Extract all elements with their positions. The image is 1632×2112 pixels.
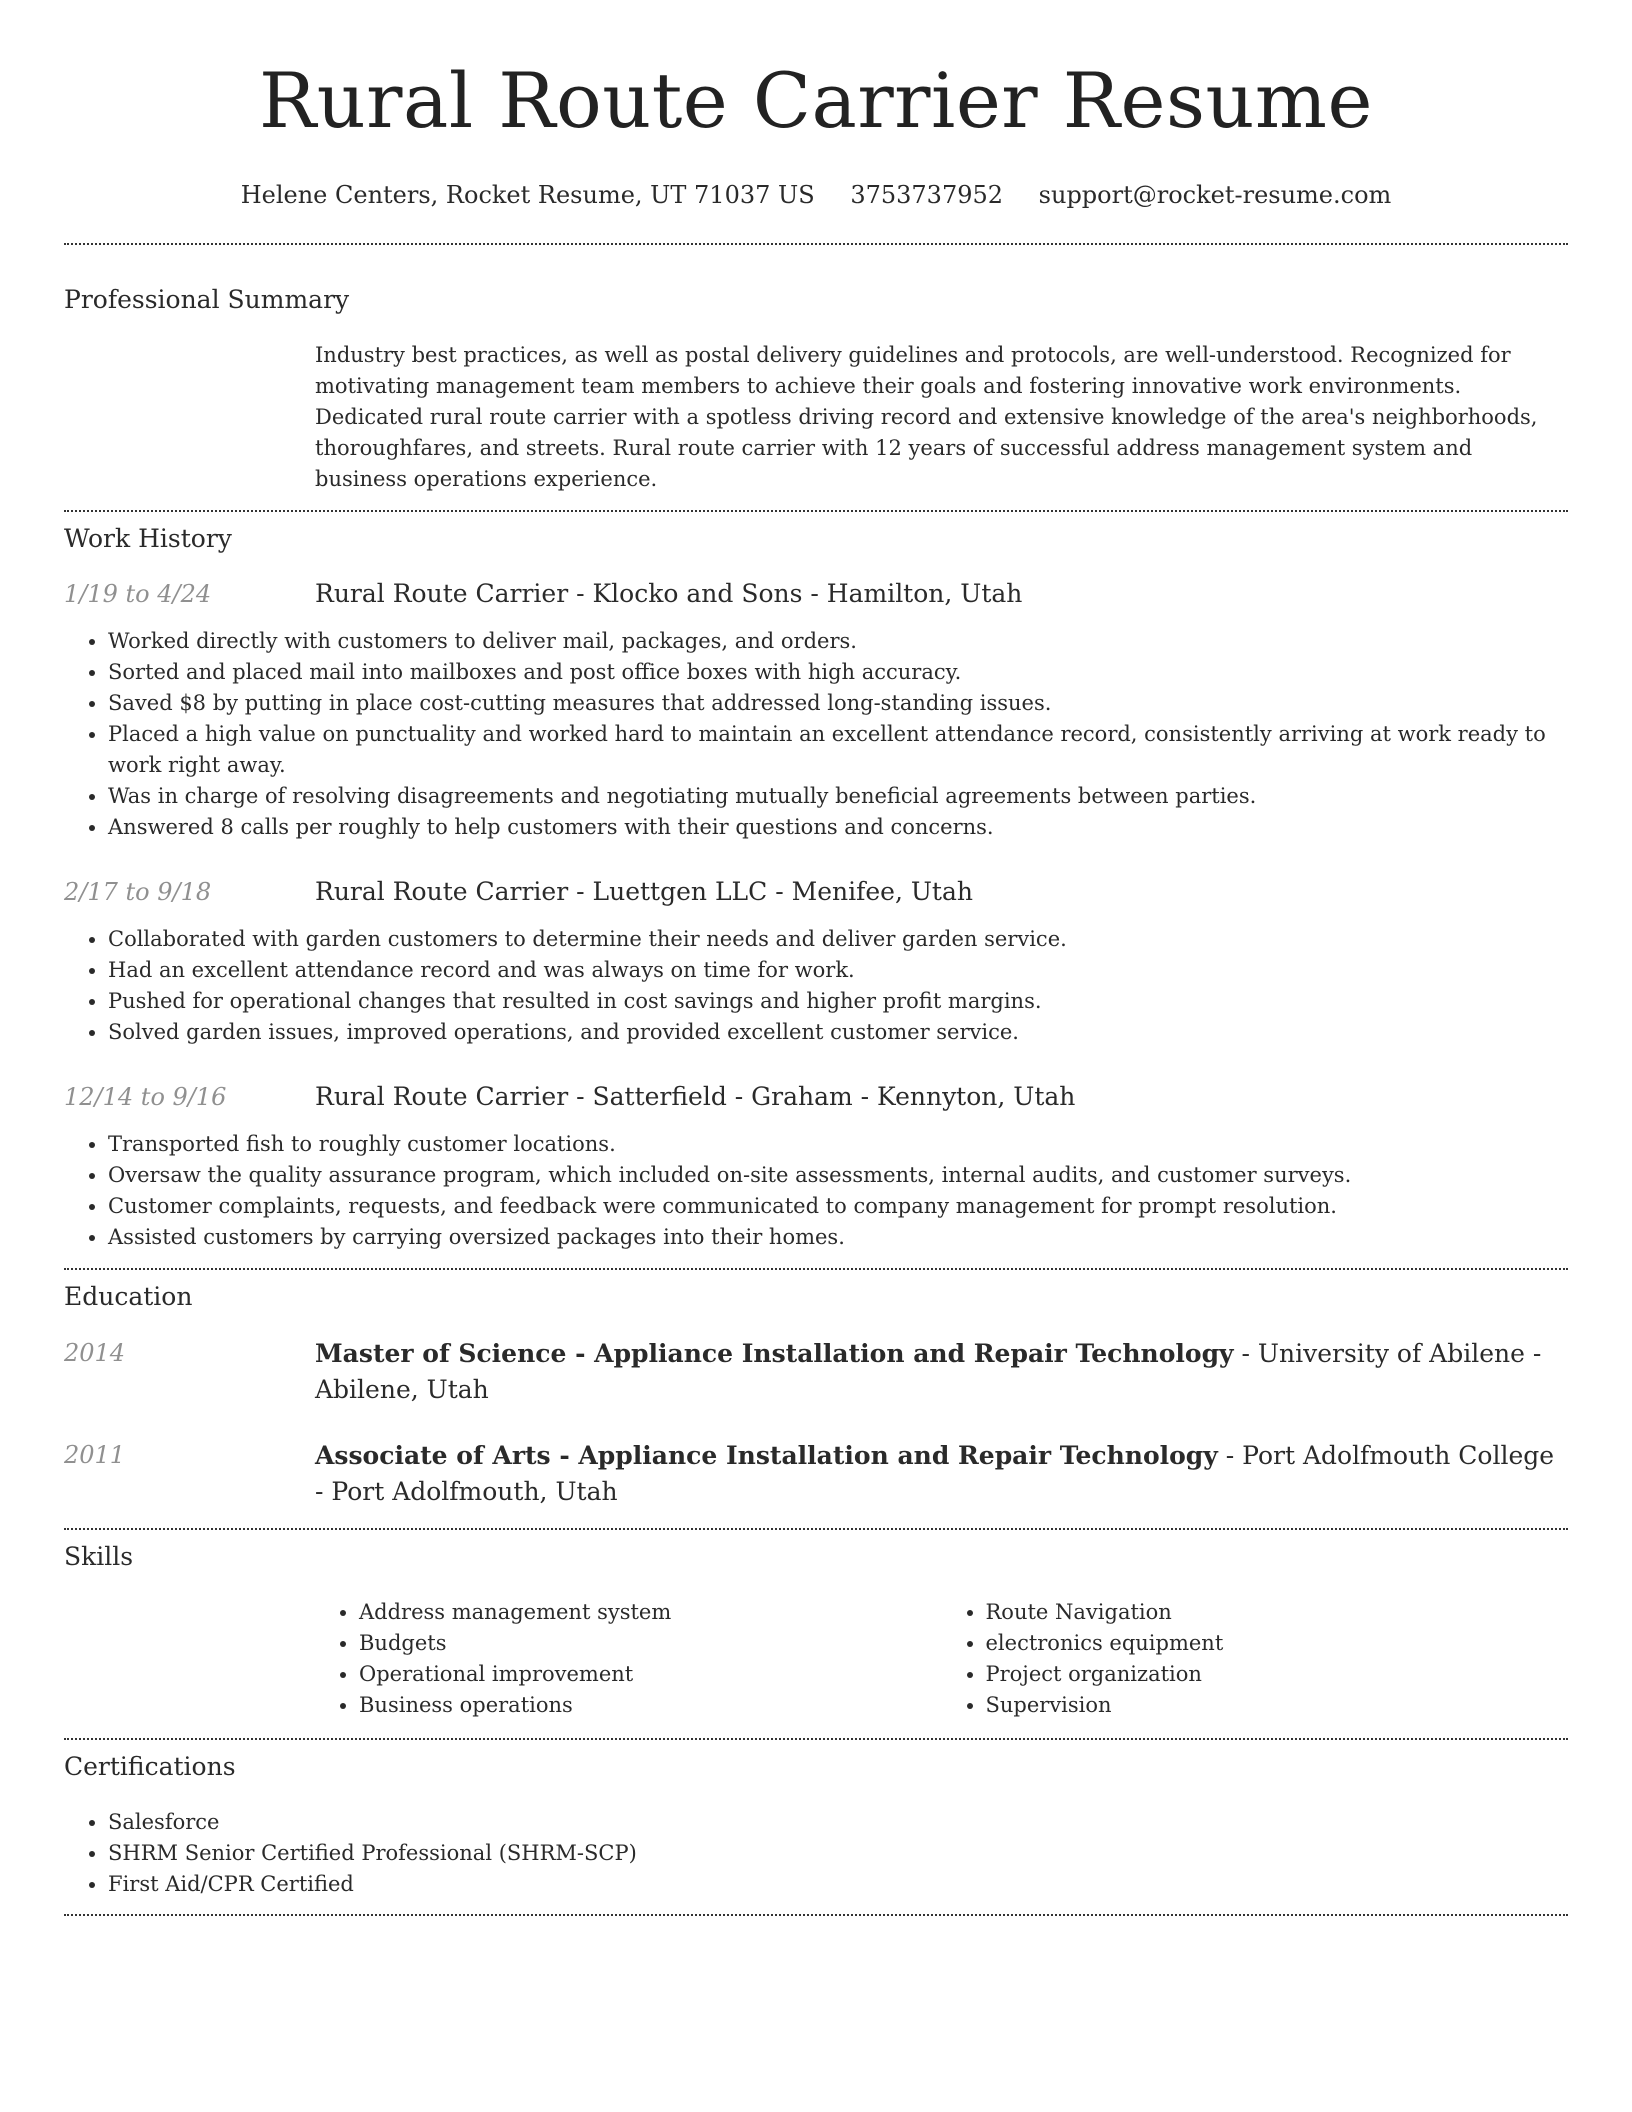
- job-title: Rural Route Carrier - Satterfield - Graham - Kennyton, Utah: [315, 1082, 1076, 1111]
- job-entry: [64, 875, 1568, 1048]
- list-item: • Saved $8 by putting in place cost-cutting measures that addressed long-standing issues.: [108, 688, 1568, 719]
- section-title-certifications: Certifications: [64, 1752, 236, 1781]
- section-title-summary: Professional Summary: [64, 285, 350, 314]
- education-detail: [315, 1438, 1568, 1510]
- list-item: • Answered 8 calls per roughly to help customers with their questions and concerns.: [108, 812, 1568, 843]
- education-school: - Port Adolfmouth College - Port Adolfmouth, Utah: [315, 1441, 1555, 1506]
- education-entry: [64, 1438, 1568, 1510]
- job-dates: 12/14 to 9/16: [64, 1083, 227, 1111]
- certifications-section: [64, 1752, 1568, 1900]
- section-title-education: Education: [64, 1282, 193, 1311]
- education-degree: Associate of Arts - Appliance Installation and Repair Technology: [315, 1441, 1218, 1470]
- list-item: • Operational improvement: [359, 1659, 942, 1690]
- skills-grid: [315, 1597, 1568, 1721]
- list-item: • Collaborated with garden customers to determine their needs and deliver garden service.: [108, 924, 1568, 955]
- resume-page: [64, 0, 1568, 1916]
- skills-section: [64, 1542, 1568, 1721]
- job-entry: [64, 1080, 1568, 1253]
- list-item: • Budgets: [359, 1628, 942, 1659]
- list-item: • Was in charge of resolving disagreements and negotiating mutually beneficial agreements between parties.: [108, 781, 1568, 812]
- education-entry: [64, 1336, 1568, 1408]
- education-school: - University of Abilene - Abilene, Utah: [315, 1339, 1542, 1404]
- list-item: • First Aid/CPR Certified: [108, 1869, 1568, 1900]
- divider: [64, 1914, 1568, 1916]
- list-item: • Sorted and placed mail into mailboxes and post office boxes with high accuracy.: [108, 657, 1568, 688]
- work-history-section: [64, 524, 1568, 1253]
- list-item: • Worked directly with customers to deliver mail, packages, and orders.: [108, 626, 1568, 657]
- list-item: • SHRM Senior Certified Professional (SHRM-SCP): [108, 1838, 1568, 1869]
- list-item: • Transported fish to roughly customer locations.: [108, 1129, 1568, 1160]
- education-degree: Master of Science - Appliance Installation and Repair Technology: [315, 1339, 1234, 1368]
- job-title: Rural Route Carrier - Klocko and Sons - Hamilton, Utah: [315, 579, 1023, 608]
- job-dates: 2/17 to 9/18: [64, 878, 212, 906]
- contact-email: support@rocket-resume.com: [1038, 181, 1392, 209]
- job-bullets: [64, 626, 1568, 843]
- list-item: • Salesforce: [108, 1807, 1568, 1838]
- divider: [64, 1528, 1568, 1530]
- list-item: • Supervision: [986, 1690, 1569, 1721]
- list-item: • Assisted customers by carrying oversized packages into their homes.: [108, 1222, 1568, 1253]
- contact-line: [64, 180, 1568, 210]
- education-section: [64, 1282, 1568, 1510]
- list-item: • electronics equipment: [986, 1628, 1569, 1659]
- education-year: 2014: [64, 1339, 126, 1367]
- list-item: • Address management system: [359, 1597, 942, 1628]
- education-year: 2011: [64, 1441, 126, 1469]
- list-item: • Business operations: [359, 1690, 942, 1721]
- resume-title: Rural Route Carrier Resume: [259, 56, 1373, 145]
- section-title-skills: Skills: [64, 1542, 134, 1571]
- divider: [64, 1738, 1568, 1740]
- list-item: • Had an excellent attendance record and was always on time for work.: [108, 955, 1568, 986]
- contact-address: Helene Centers, Rocket Resume, UT 71037 US: [240, 181, 815, 209]
- job-bullets: [64, 1129, 1568, 1253]
- list-item: • Route Navigation: [986, 1597, 1569, 1628]
- list-item: • Solved garden issues, improved operations, and provided excellent customer service.: [108, 1017, 1568, 1048]
- skills-list-left: [315, 1597, 942, 1721]
- job-bullets: [64, 924, 1568, 1048]
- summary-section: [64, 285, 1568, 495]
- summary-text: Industry best practices, as well as postal delivery guidelines and protocols, are well-understood. Recognized for motivating management team members to achieve their goals and fostering innovative work environments. Dedicated rural route carrier with a spotless driving record and extensive knowledge of the area's neighborhoods, thoroughfares, and streets. Rural route carrier with 12 years of successful address management system and business operations experience.: [315, 343, 1538, 491]
- list-item: • Pushed for operational changes that resulted in cost savings and higher profit margins.: [108, 986, 1568, 1017]
- list-item: • Project organization: [986, 1659, 1569, 1690]
- divider: [64, 243, 1568, 245]
- list-item: • Oversaw the quality assurance program, which included on-site assessments, internal audits, and customer surveys.: [108, 1160, 1568, 1191]
- list-item: • Customer complaints, requests, and feedback were communicated to company management for prompt resolution.: [108, 1191, 1568, 1222]
- divider: [64, 510, 1568, 512]
- contact-phone: 3753737952: [850, 181, 1004, 209]
- list-item: • Placed a high value on punctuality and worked hard to maintain an excellent attendance record, consistently arriving at work ready to work right away.: [108, 719, 1568, 781]
- divider: [64, 1268, 1568, 1270]
- job-dates: 1/19 to 4/24: [64, 580, 212, 608]
- job-title: Rural Route Carrier - Luettgen LLC - Menifee, Utah: [315, 877, 973, 906]
- skills-list-right: [942, 1597, 1569, 1721]
- education-detail: [315, 1336, 1568, 1408]
- certifications-list: [64, 1807, 1568, 1900]
- job-entry: [64, 577, 1568, 843]
- section-title-work-history: Work History: [64, 524, 232, 553]
